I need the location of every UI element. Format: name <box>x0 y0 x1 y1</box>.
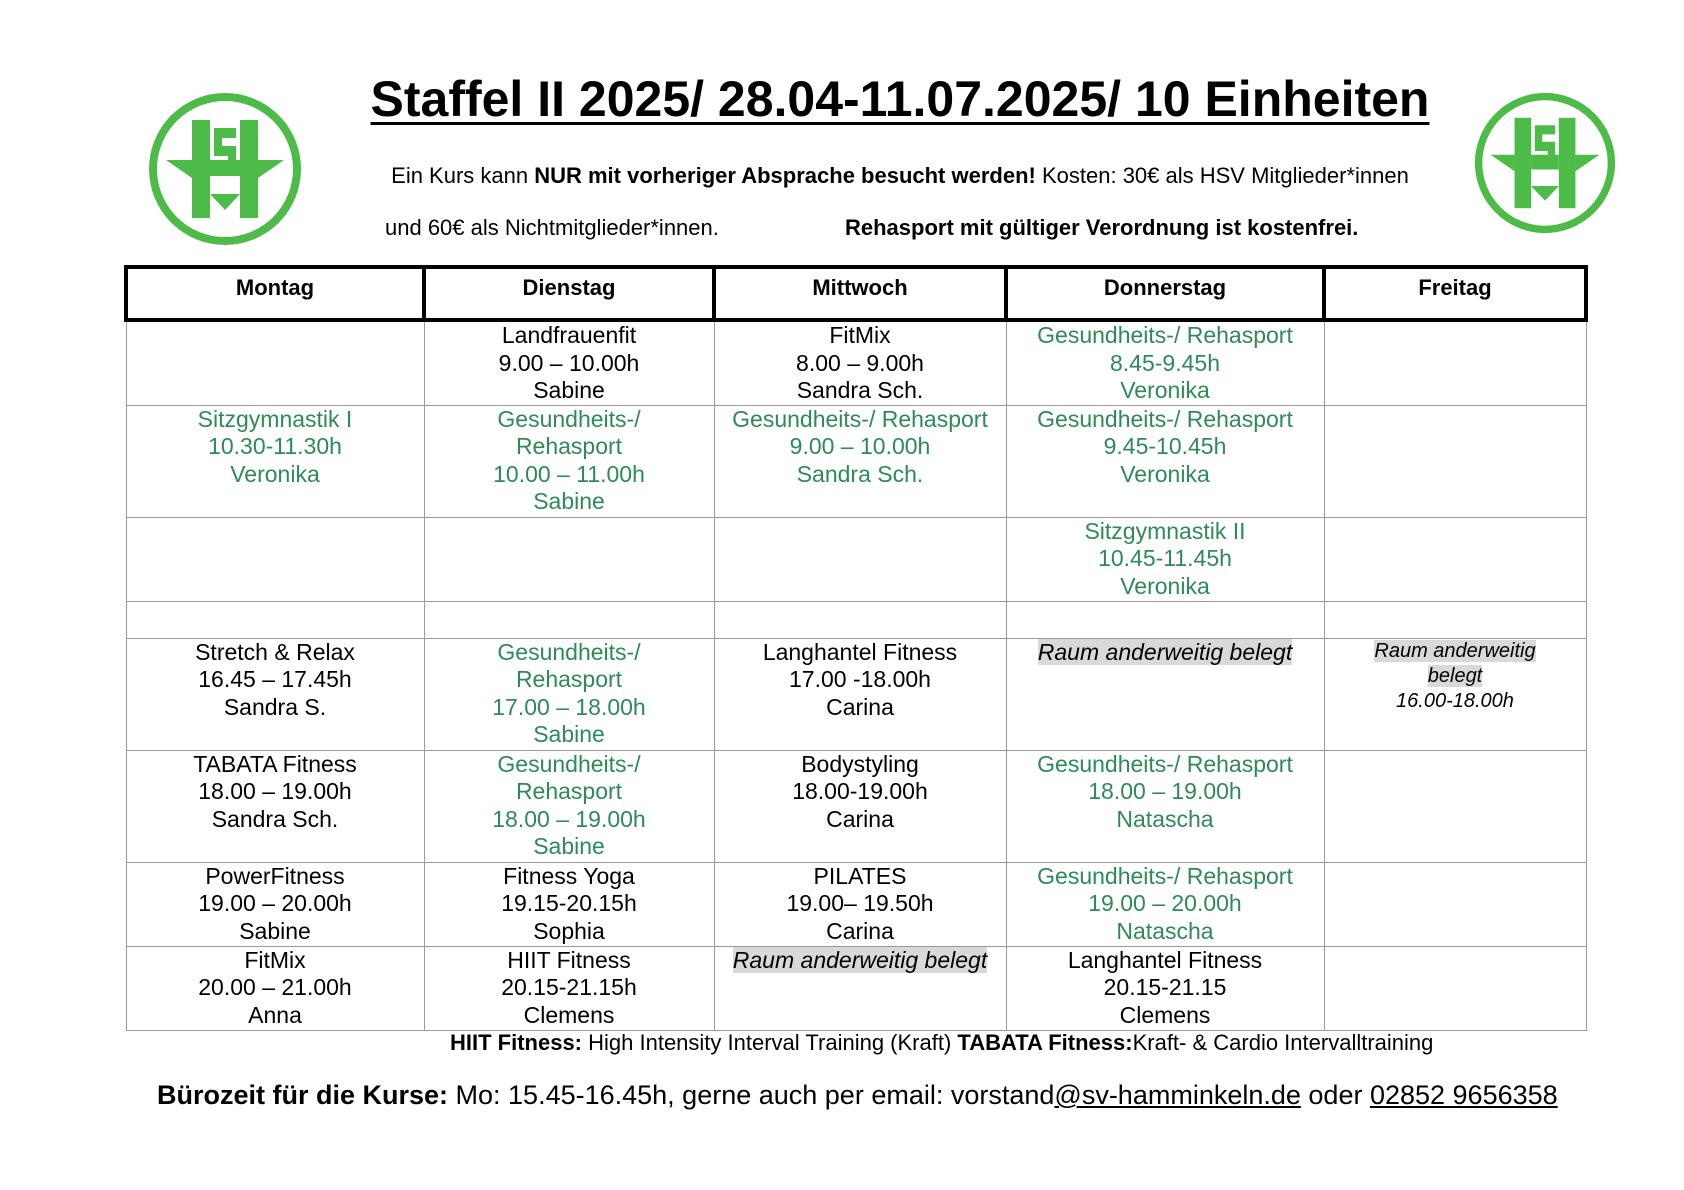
cell-dienstag <box>424 750 714 862</box>
email-link[interactable]: @sv-hamminkeln.de <box>1054 1080 1301 1110</box>
cell-montag <box>126 750 424 862</box>
course-name: FitMix <box>829 322 891 348</box>
course-time: 8.45-9.45h <box>1110 349 1220 376</box>
schedule-table <box>124 265 1588 1031</box>
course-name: Langhantel Fitness <box>762 638 958 665</box>
table-row-empty <box>126 601 1586 638</box>
course-time: 19.00– 19.50h <box>786 890 934 916</box>
day-header-mittwoch: Mittwoch <box>714 267 1006 320</box>
legend: HIIT Fitness: High Intensity Interval Training (Kraft) TABATA Fitness:Kraft- & Cardio Intervalltraining <box>450 1030 1434 1055</box>
info-line-2: und 60€ als Nichtmitglieder*innen. <box>385 215 719 240</box>
course-time: 19.15-20.15h <box>501 890 637 916</box>
course-time: 20.15-21.15h <box>501 974 637 1000</box>
course-time: 19.00 – 20.00h <box>198 890 352 916</box>
cell-donnerstag <box>1006 638 1324 750</box>
course-name: PowerFitness <box>205 862 345 889</box>
cell-donnerstag <box>1006 601 1324 638</box>
table-row <box>126 320 1586 405</box>
hsv-logo-left <box>148 92 302 246</box>
course-trainer: Sophia <box>533 917 605 944</box>
cell-freitag <box>1324 750 1586 862</box>
table-row <box>126 750 1586 862</box>
cell-montag <box>126 405 424 517</box>
table-row <box>126 862 1586 946</box>
course-time: 9.00 – 10.00h <box>498 349 640 376</box>
course-name: HIIT Fitness <box>507 946 631 973</box>
cell-dienstag <box>424 405 714 517</box>
course-trainer: Sabine <box>533 377 605 403</box>
cell-dienstag <box>424 638 714 750</box>
cell-freitag <box>1324 862 1586 946</box>
cell-mittwoch <box>714 946 1006 1030</box>
day-header-montag: Montag <box>126 267 424 320</box>
course-name: Gesundheits-/ Rehasport <box>1037 750 1293 777</box>
course-trainer: Carina <box>826 917 894 944</box>
cell-mittwoch <box>714 405 1006 517</box>
course-time: 20.15-21.15 <box>1103 974 1227 1000</box>
cell-dienstag <box>424 517 714 601</box>
course-name: PILATES <box>813 862 907 889</box>
course-time: 18.00-19.00h <box>792 778 928 804</box>
cell-dienstag <box>424 862 714 946</box>
cell-dienstag <box>424 946 714 1030</box>
course-time: 10.30-11.30h <box>208 433 342 459</box>
course-name: Gesundheits-/ <box>497 750 641 777</box>
hsv-logo-right <box>1474 92 1616 234</box>
course-name: Langhantel Fitness <box>1067 946 1263 973</box>
course-name: Gesundheits-/ Rehasport <box>1037 862 1293 889</box>
cell-donnerstag <box>1006 517 1324 601</box>
info-line-2-bold: Rehasport mit gültiger Verordnung ist kostenfrei. <box>845 215 1359 240</box>
cell-freitag <box>1324 601 1586 638</box>
cell-montag <box>126 320 424 405</box>
course-time: 19.00 – 20.00h <box>1088 890 1242 916</box>
page-title: Staffel II 2025/ 28.04-11.07.2025/ 10 Einheiten <box>370 71 1430 127</box>
room-occupied-note-cont: belegt <box>1427 664 1483 687</box>
cell-mittwoch <box>714 320 1006 405</box>
course-trainer: Carina <box>826 693 894 720</box>
course-trainer: Carina <box>826 805 894 832</box>
cell-montag <box>126 638 424 750</box>
course-trainer: Veronika <box>1120 572 1210 599</box>
day-header-dienstag: Dienstag <box>424 267 714 320</box>
cell-donnerstag <box>1006 862 1324 946</box>
course-name: Fitness Yoga <box>503 862 635 889</box>
cell-donnerstag <box>1006 946 1324 1030</box>
course-name: Gesundheits-/ Rehasport <box>1037 405 1293 432</box>
course-time: 17.00 – 18.00h <box>492 693 646 720</box>
room-occupied-note: Raum anderweitig belegt <box>732 946 988 973</box>
course-time: 8.00 – 9.00h <box>796 349 924 376</box>
cell-donnerstag <box>1006 750 1324 862</box>
cell-freitag <box>1324 946 1586 1030</box>
course-trainer: Natascha <box>1116 805 1214 832</box>
table-row <box>126 638 1586 750</box>
course-trainer: Sabine <box>533 833 605 859</box>
course-trainer: Sandra Sch. <box>796 460 924 487</box>
course-trainer: Natascha <box>1116 917 1214 944</box>
cell-freitag <box>1324 320 1586 405</box>
course-name: Gesundheits-/ <box>497 405 641 432</box>
cell-montag <box>126 862 424 946</box>
cell-donnerstag <box>1006 405 1324 517</box>
course-trainer: Sandra S. <box>223 693 327 720</box>
cell-mittwoch <box>714 862 1006 946</box>
cell-mittwoch <box>714 750 1006 862</box>
cell-freitag <box>1324 638 1586 750</box>
cell-freitag <box>1324 405 1586 517</box>
cell-mittwoch <box>714 601 1006 638</box>
phone-link[interactable]: 02852 9656358 <box>1369 1080 1558 1110</box>
course-name-cont: Rehasport <box>515 433 623 459</box>
cell-dienstag <box>424 601 714 638</box>
table-row <box>126 405 1586 517</box>
cell-mittwoch <box>714 517 1006 601</box>
course-name: Bodystyling <box>801 750 919 777</box>
cell-montag <box>126 946 424 1030</box>
course-trainer: Veronika <box>1120 460 1210 487</box>
course-name: Landfrauenfit <box>501 322 637 348</box>
cell-freitag <box>1324 517 1586 601</box>
day-header-freitag: Freitag <box>1324 267 1586 320</box>
course-time: 18.00 – 19.00h <box>492 805 646 832</box>
course-name-cont: Rehasport <box>515 666 623 692</box>
table-row <box>126 946 1586 1030</box>
course-trainer: Clemens <box>523 1001 615 1028</box>
course-time: 20.00 – 21.00h <box>198 974 352 1000</box>
course-name: Gesundheits-/ <box>497 638 641 665</box>
course-trainer: Sabine <box>239 917 311 944</box>
cell-montag <box>126 517 424 601</box>
office-hours: Bürozeit für die Kurse: Mo: 15.45-16.45h, gerne auch per email: vorstand@sv-hamminkeln.de oder 02852 9656358 <box>157 1080 1558 1110</box>
course-trainer: Veronika <box>1120 377 1210 403</box>
course-name: FitMix <box>244 946 306 973</box>
course-trainer: Sandra Sch. <box>211 805 339 832</box>
day-header-donnerstag: Donnerstag <box>1006 267 1324 320</box>
course-time: 9.45-10.45h <box>1103 433 1227 459</box>
room-occupied-note: Raum anderweitig belegt <box>1037 638 1293 665</box>
course-name: Gesundheits-/ Rehasport <box>1037 322 1293 348</box>
cell-donnerstag <box>1006 320 1324 405</box>
course-trainer: Clemens <box>1119 1001 1211 1028</box>
course-name: Sitzgymnastik II <box>1084 517 1246 544</box>
course-time: 18.00 – 19.00h <box>1088 778 1242 804</box>
course-trainer: Veronika <box>230 460 320 487</box>
course-trainer: Sabine <box>533 488 605 514</box>
course-time: 16.00-18.00h <box>1396 689 1514 712</box>
course-time: 16.45 – 17.45h <box>198 666 352 692</box>
course-trainer: Sandra Sch. <box>796 377 924 403</box>
info-line-1: Ein Kurs kann NUR mit vorheriger Absprache besucht werden! Kosten: 30€ als HSV Mitglieder*innen <box>391 163 1409 188</box>
room-occupied-note: Raum anderweitig <box>1374 639 1536 662</box>
cell-mittwoch <box>714 638 1006 750</box>
course-time: 17.00 -18.00h <box>789 666 931 692</box>
cell-dienstag <box>424 320 714 405</box>
course-name-cont: Rehasport <box>515 778 623 804</box>
course-trainer: Anna <box>248 1001 302 1028</box>
cell-montag <box>126 601 424 638</box>
course-trainer: Sabine <box>533 721 605 747</box>
course-name: Gesundheits-/ Rehasport <box>732 405 988 432</box>
course-time: 18.00 – 19.00h <box>198 778 352 804</box>
course-time: 9.00 – 10.00h <box>789 433 931 459</box>
table-row <box>126 517 1586 601</box>
course-name: TABATA Fitness <box>193 750 357 777</box>
course-time: 10.45-11.45h <box>1098 545 1232 571</box>
course-name: Sitzgymnastik I <box>197 405 353 432</box>
course-name: Stretch & Relax <box>195 638 355 665</box>
course-time: 10.00 – 11.00h <box>493 460 645 487</box>
day-header-row <box>126 267 1586 320</box>
